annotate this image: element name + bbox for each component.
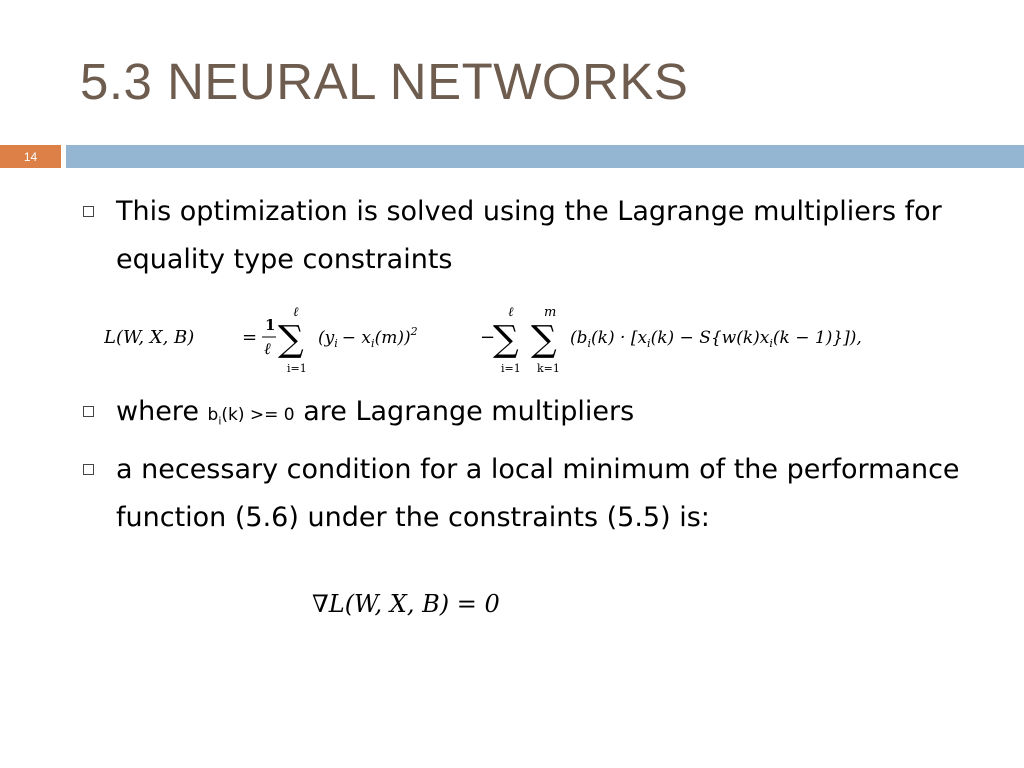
sum2-upper: ℓ bbox=[508, 305, 514, 320]
term2-sub: i bbox=[587, 337, 592, 350]
bullet-suffix: are Lagrange multipliers bbox=[303, 396, 635, 427]
lagrangian-formula bbox=[104, 302, 954, 378]
bullet-item bbox=[83, 446, 966, 542]
svg-text:(yi− xi(m))2 bbox=[318, 325, 418, 350]
svg-text:(bi(k) · [xi(k) − S{w(k)xi(k − bbox=[570, 328, 862, 350]
gradient-formula bbox=[312, 584, 552, 624]
sum1-sigma: ∑ bbox=[278, 319, 304, 360]
term1-sub2: i bbox=[371, 337, 375, 350]
formula-minus: − bbox=[480, 327, 496, 348]
formula-frac-den: ℓ bbox=[264, 339, 271, 358]
term2-b: (k) · [x bbox=[591, 328, 648, 348]
bullet-var-sub: i bbox=[218, 414, 222, 428]
header-bar bbox=[66, 145, 1024, 168]
term2-sub3: i bbox=[769, 337, 773, 350]
square-bullet-icon bbox=[83, 406, 94, 417]
term1-sub: i bbox=[334, 337, 338, 350]
sum3-upper: m bbox=[544, 305, 557, 320]
slide-number: 14 bbox=[0, 145, 61, 168]
bullet-var bbox=[207, 405, 295, 428]
bullet-prefix: where bbox=[116, 396, 199, 427]
gradient-text: ∇L(W, X, B) = 0 bbox=[312, 590, 500, 618]
sum1-upper: ℓ bbox=[293, 305, 299, 320]
bullet-text: This optimization is solved using the Lagrange multipliers for equality type constraints bbox=[116, 196, 942, 275]
formula-frac-num: 1 bbox=[265, 316, 276, 334]
bullet-var-b: b bbox=[207, 405, 219, 425]
bullet-text bbox=[116, 388, 966, 445]
term2-c: (k) − S{w(k)x bbox=[650, 328, 770, 348]
bullet-item bbox=[83, 388, 966, 445]
term2-sub2: i bbox=[647, 337, 651, 350]
sum3-lower: k=1 bbox=[537, 362, 560, 375]
formula-eq: = bbox=[242, 327, 258, 348]
term1-exp: 2 bbox=[410, 325, 418, 338]
term2-a: (b bbox=[570, 328, 588, 348]
sum3-sigma: ∑ bbox=[531, 319, 557, 360]
sum2-sigma: ∑ bbox=[493, 319, 519, 360]
slide-title: 5.3 NEURAL NETWORKS bbox=[80, 53, 689, 110]
square-bullet-icon bbox=[83, 206, 94, 217]
square-bullet-icon bbox=[83, 464, 94, 475]
bullet-var-cond: (k) >= 0 bbox=[221, 405, 295, 425]
term1-a: (y bbox=[318, 328, 335, 348]
bullet-item bbox=[83, 188, 966, 284]
term2-d: (k − 1)}]), bbox=[772, 328, 862, 348]
sum1-lower: i=1 bbox=[287, 362, 307, 375]
sum2-lower: i=1 bbox=[501, 362, 521, 375]
formula-lhs: L(W, X, B) bbox=[104, 327, 195, 348]
bullet-text: a necessary condition for a local minimum of the performance function (5.6) under the constraints (5.5) is: bbox=[116, 454, 960, 533]
term1-c: (m)) bbox=[374, 328, 411, 348]
term1-b: − x bbox=[341, 328, 372, 348]
